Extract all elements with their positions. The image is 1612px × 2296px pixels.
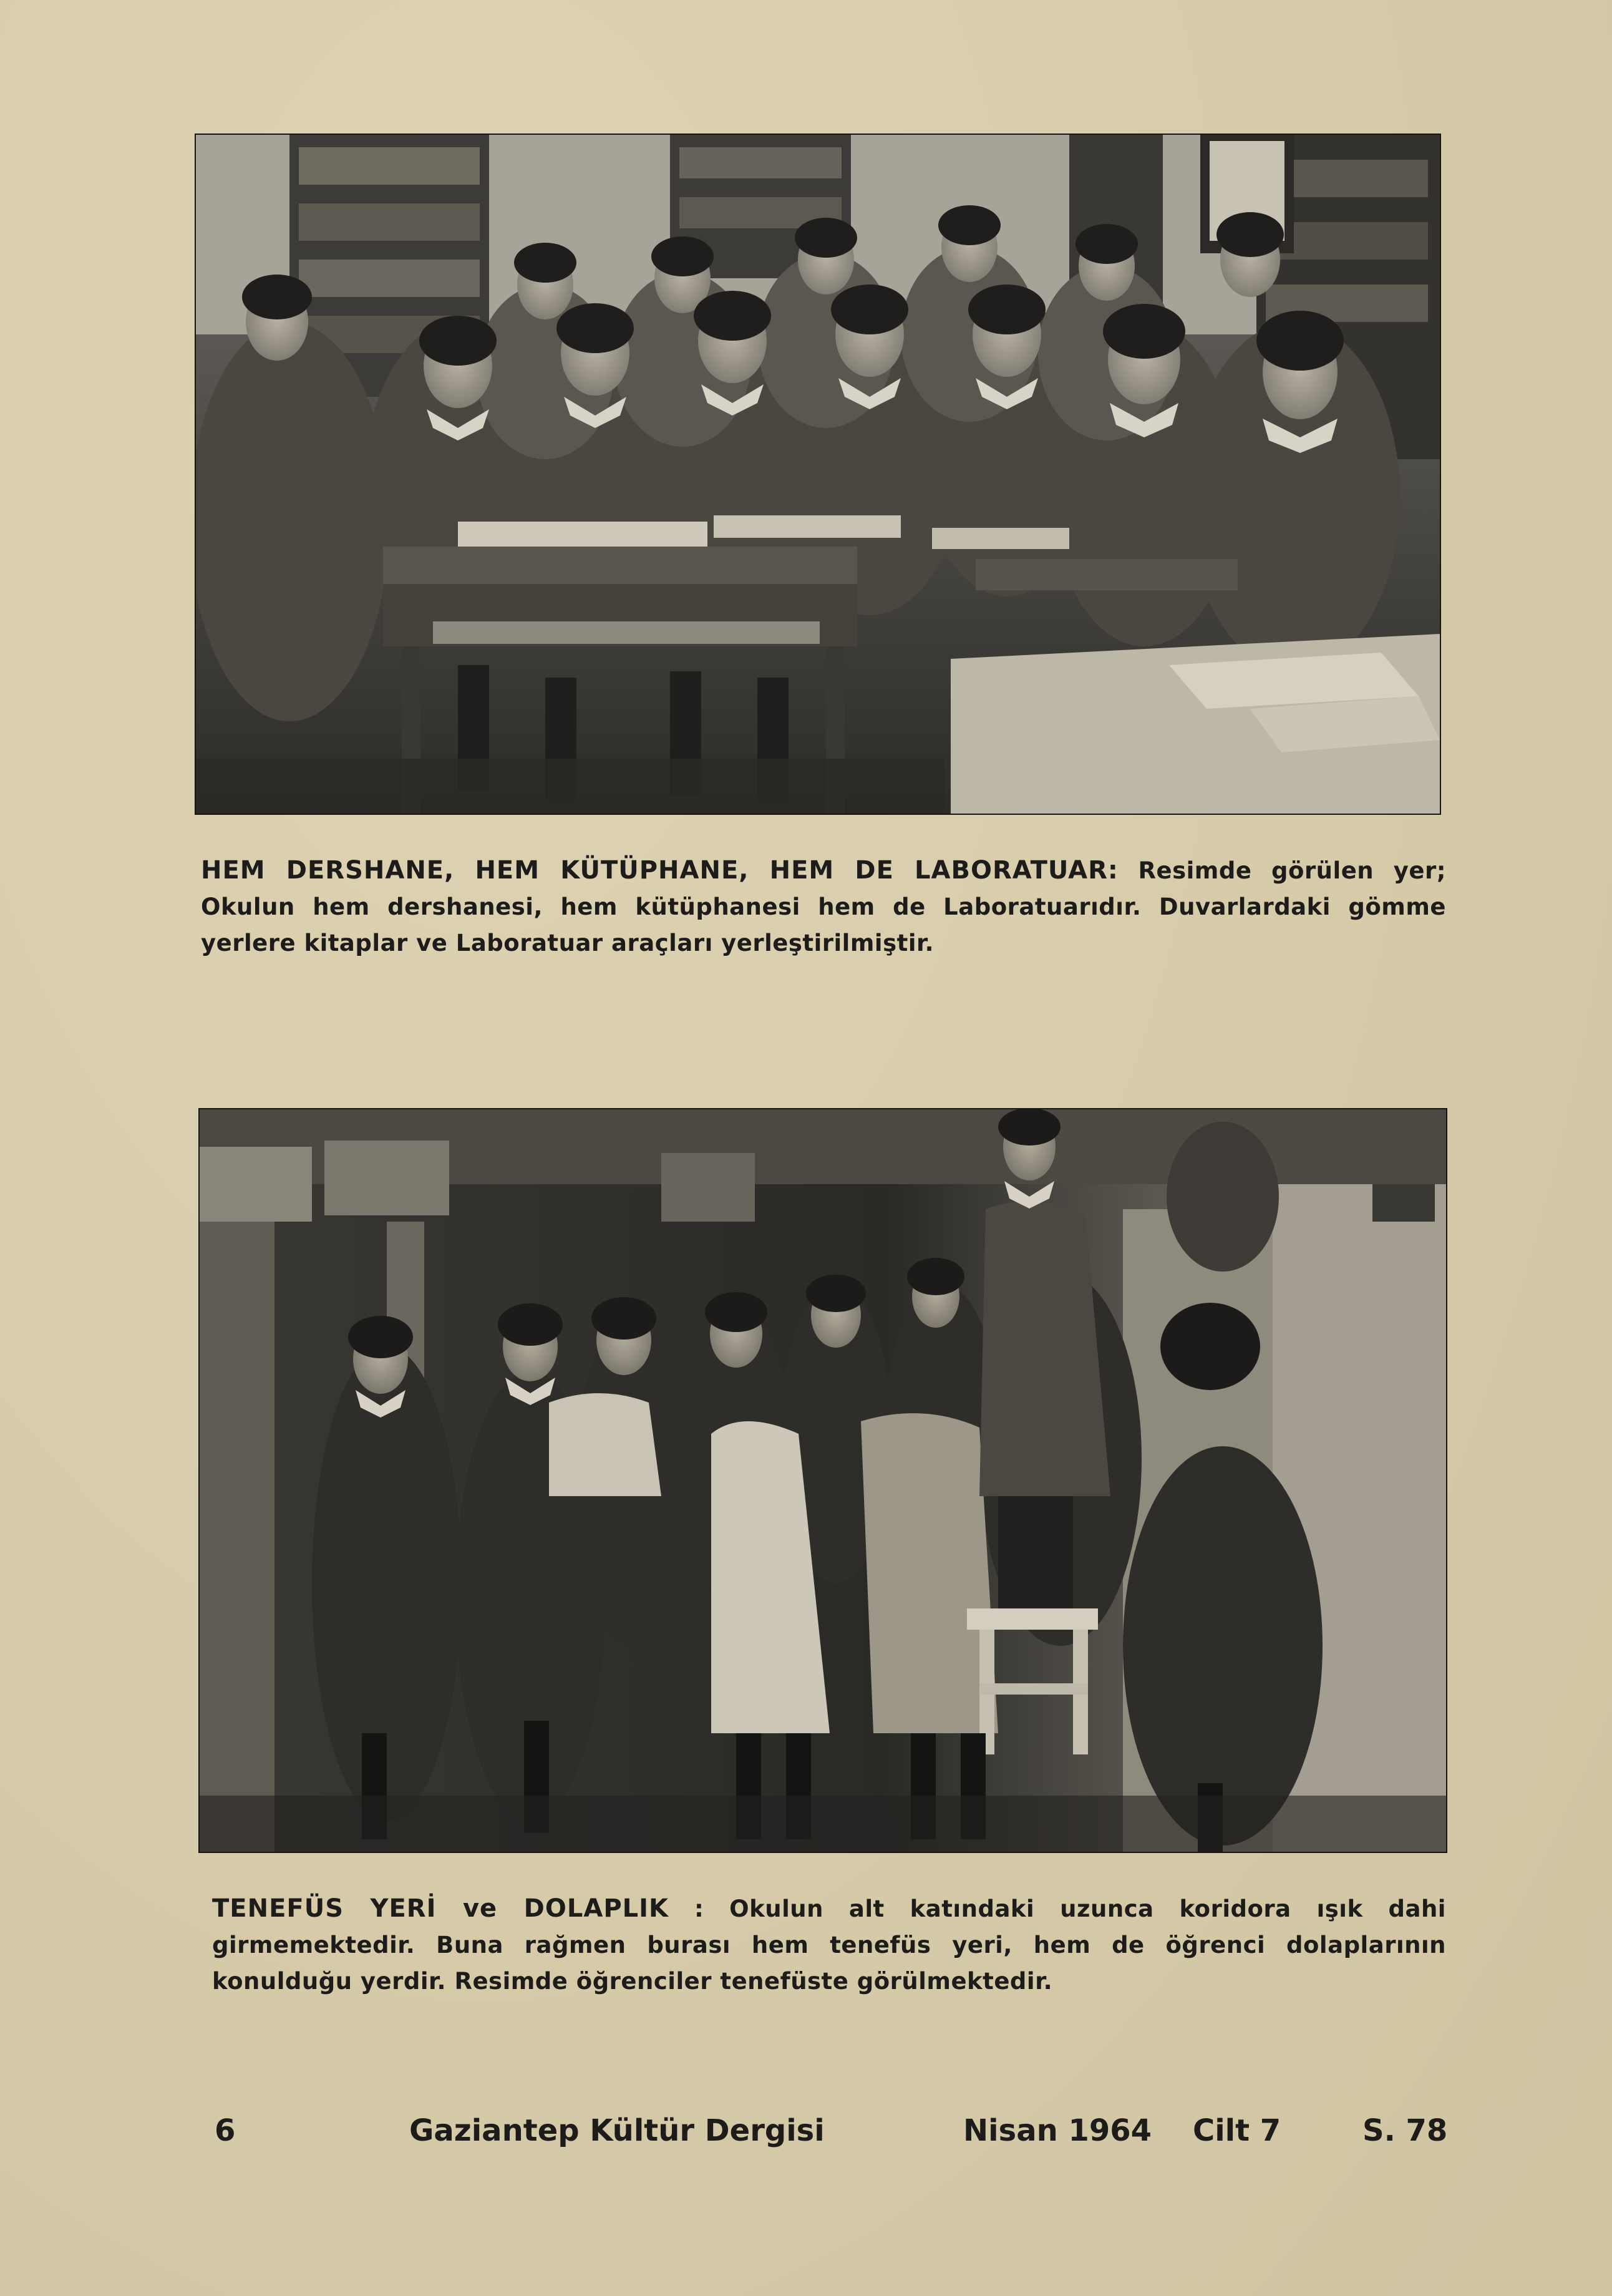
recess-corridor-lockers-photo <box>198 1108 1447 1853</box>
second-caption-body: : Okulun alt katındaki uzunca koridora ışık dahi girmemektedir. Buna rağmen burası hem tenefüs yeri, hem de öğrenci dolaplarının konulduğu yerdir. Resimde öğrenciler tenefüste görülmektedir. <box>212 1895 1446 1995</box>
issue-number: S. 78 <box>1362 2113 1448 2148</box>
second-caption-lead: TENEFÜS YERİ ve DOLAPLIK <box>212 1894 669 1923</box>
second-photo-caption <box>212 1890 1446 2000</box>
issue-date: Nisan 1964 <box>963 2113 1152 2148</box>
corridor-photo-graphic <box>200 1109 1446 1852</box>
page-number: 6 <box>215 2113 236 2148</box>
classroom-photo-graphic <box>196 135 1440 814</box>
first-caption-lead: HEM DERSHANE, HEM KÜTÜPHANE, HEM DE LABORATUAR: <box>201 856 1119 885</box>
first-caption-body: Resimde görülen yer; Okulun hem dershanesi, hem kütüphanesi hem de Laboratuarıdır. Duvarlardaki gömme yerlere kitaplar ve Laboratuar araçları yerleştirilmiştir. <box>201 857 1446 956</box>
classroom-library-laboratory-photo <box>195 134 1441 815</box>
volume-number: Cilt 7 <box>1193 2113 1281 2148</box>
first-photo-caption <box>201 852 1446 961</box>
magazine-title: Gaziantep Kültür Dergisi <box>409 2113 825 2148</box>
